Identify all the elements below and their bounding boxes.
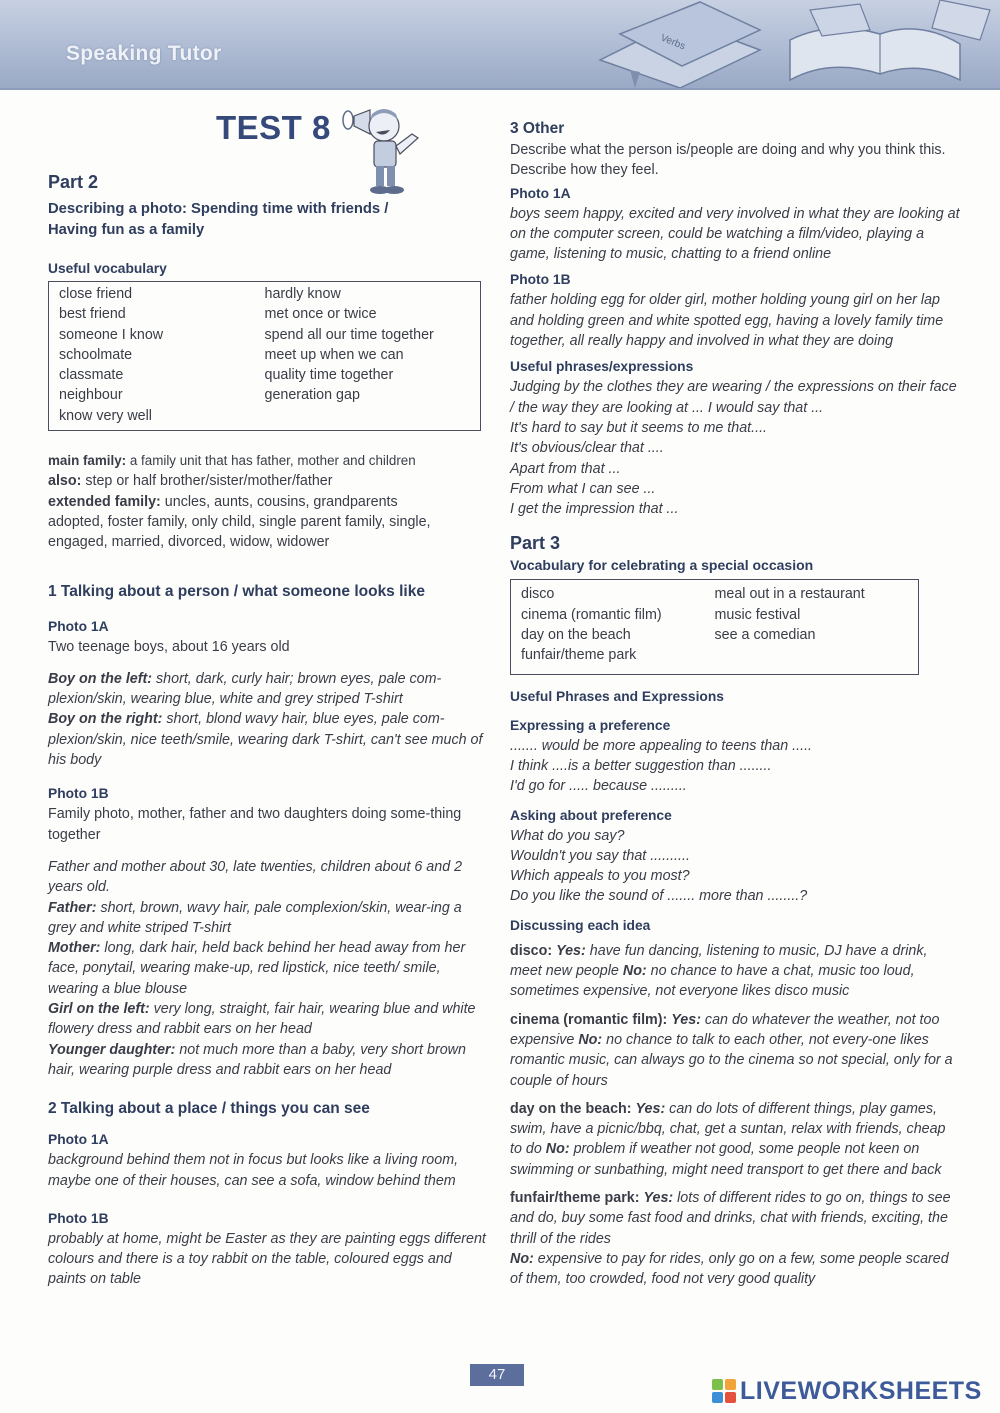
banner-divider <box>0 88 1000 90</box>
part3-subtitle: Vocabulary for celebrating a special occasion <box>510 557 814 574</box>
asking-heading: Asking about preference <box>510 807 672 823</box>
family-definition: also: step or half brother/sister/mother/father <box>48 473 333 490</box>
younger-daughter-desc: Younger daughter: not much more than a baby, very short brown hair, wearing purple dress and rabbit ears on her head <box>48 1041 466 1078</box>
vocab-column-2 <box>265 284 471 426</box>
vocab-box <box>48 281 481 431</box>
idea-funfair: funfair/theme park: Yes: lots of different rides to go on, things to see and do, buy some fast food and drinks, chat with friends, exciting, the thrill of the rides <box>510 1189 951 1247</box>
occasion-column-1 <box>521 584 715 665</box>
phrases-heading: Useful phrases/expressions <box>510 359 694 375</box>
part2-subtitle-line2: Having fun as a family <box>48 222 205 238</box>
discussing-heading: Discussing each idea <box>510 917 651 933</box>
occasion-item: funfair/theme park <box>521 647 637 664</box>
asking-item: Which appeals to you most? <box>510 868 690 885</box>
vocab-item: know very well <box>59 407 152 424</box>
vocab-item: neighbour <box>59 387 123 404</box>
occasion-column-2 <box>715 584 909 665</box>
boy-left-desc: Boy on the left: short, dark, curly hair; brown eyes, pale com-plexion/skin, wearing blue, white and grey striped T-shirt <box>48 670 442 708</box>
idea-cinema: cinema (romantic film): Yes: can do whatever the weather, not too expensive No: no chance to talk to each other, not every-one likes romantic music, can always go to the cinema so not special, only for a couple of hours <box>510 1011 953 1089</box>
section2-title: 2 Talking about a place / things you can see <box>48 1100 370 1118</box>
phrase-item: It's hard to say but it seems to me that.... <box>510 419 768 436</box>
vocab-item: met once or twice <box>264 306 377 323</box>
vocab-item: schoolmate <box>59 346 133 363</box>
watermark-text: LIVEWORKSHEETS <box>740 1376 982 1405</box>
occasion-item: day on the beach <box>521 627 631 644</box>
father-desc: Father: short, brown, wavy hair, pale complexion/skin, wear-ing a grey and white striped T-shirt <box>48 899 462 936</box>
phrase-item: From what I can see ... <box>510 480 656 497</box>
occasion-item: music festival <box>714 606 801 623</box>
phrase-item: It's obvious/clear that .... <box>510 440 664 457</box>
vocab-item: spend all our time together <box>264 326 434 343</box>
book-label: Verbs <box>658 32 687 53</box>
part2-title: Part 2 <box>48 172 99 192</box>
part3-title: Part 3 <box>510 533 561 554</box>
girl-desc: Girl on the left: very long, straight, fair hair, wearing blue and white flowery dress and rabbit ears on her head <box>48 1001 476 1038</box>
phrase-item: Apart from that ... <box>510 460 621 477</box>
vocab-item: someone I know <box>59 326 164 343</box>
expressing-item: I'd go for ..... because ......... <box>510 778 687 795</box>
s1-photo1a-heading: Photo 1A <box>48 618 109 634</box>
vocab-column-1 <box>59 284 265 426</box>
expressing-item: I think ....is a better suggestion than ........ <box>510 757 772 774</box>
family-definition: extended family: uncles, aunts, cousins, grandparents <box>48 493 398 510</box>
s3-photo1a-heading: Photo 1A <box>510 185 571 201</box>
expressing-item: ....... would be more appealing to teens than ..... <box>510 737 813 754</box>
occasion-box <box>510 579 919 674</box>
occasion-item: see a comedian <box>714 627 816 644</box>
boy-right-desc: Boy on the right: short, blond wavy hair, blue eyes, pale com-plexion/skin, nice teeth/smile, wearing dark T-shirt, can't see much of his body <box>48 711 483 769</box>
s2-photo1b-text: probably at home, might be Easter as they are painting eggs different colours and there is a toy rabbit on the table, coloured eggs and paints on table <box>48 1230 486 1288</box>
liveworksheets-logo-icon <box>712 1379 736 1403</box>
useful-pe-heading: Useful Phrases and Expressions <box>510 688 724 704</box>
idea-beach: day on the beach: Yes: can do lots of different things, play games, swim, have a picnic/bbq, chat, get a suntan, relax with friends, cheap to do No: problem if weather not good, some people not keen on swimming or sunbathing, might need transport to get there and back <box>510 1100 946 1178</box>
asking-item: What do you say? <box>510 827 625 844</box>
books-illustration <box>560 0 1000 88</box>
section3-title: 3 Other <box>510 120 565 137</box>
expressing-heading: Expressing a preference <box>510 717 671 733</box>
vocab-item: generation gap <box>264 387 360 404</box>
vocab-item: hardly know <box>264 286 341 302</box>
occasion-item: meal out in a restaurant <box>714 586 865 603</box>
part2-subtitle-line1: Describing a photo: Spending time with friends / <box>48 201 389 217</box>
asking-item: Do you like the sound of ....... more than ........? <box>510 888 808 905</box>
right-column <box>510 118 960 1289</box>
s3-photo1b-text: father holding egg for older girl, mother holding young girl on her lap and holding green and white spotted egg, having a lovely family time together, all really happy and involved in what they are doing <box>510 292 944 350</box>
s1-photo1a-text: Two teenage boys, about 16 years old <box>48 638 290 655</box>
section1-title: 1 Talking about a person / what someone looks like <box>48 582 425 600</box>
header-banner <box>0 0 1000 88</box>
family-extra: engaged, married, divorced, widow, widower <box>48 534 330 551</box>
liveworksheets-watermark <box>712 1376 982 1406</box>
s3-photo1b-heading: Photo 1B <box>510 272 571 288</box>
vocab-item: meet up when we can <box>264 346 404 363</box>
mother-desc: Mother: long, dark hair, held back behind her head away from her face, ponytail, wearing make-up, red lipstick, nice teeth/ smile, wearing a blue blouse <box>48 940 466 997</box>
vocab-item: quality time together <box>264 367 394 384</box>
occasion-item: disco <box>521 586 555 603</box>
family-extra: adopted, foster family, only child, single parent family, single, <box>48 513 431 530</box>
vocab-item: best friend <box>59 306 126 323</box>
asking-item: Wouldn't you say that .......... <box>510 847 690 864</box>
idea-funfair-no: No: expensive to pay for rides, only go on a few, some people scared of them, too crowded, food not very good quality <box>510 1250 949 1288</box>
vocab-item: close friend <box>59 286 133 302</box>
occasion-item: cinema (romantic film) <box>521 606 662 623</box>
phrase-item: I get the impression that ... <box>510 501 679 518</box>
s1-photo1b-text: Family photo, mother, father and two daughters doing some-thing together <box>48 806 462 843</box>
s2-photo1a-heading: Photo 1A <box>48 1132 109 1148</box>
idea-disco: disco: Yes: have fun dancing, listening to music, DJ have a drink, meet new people No: no chance to have a chat, music too loud, sometimes expensive, not everyone likes disco music <box>510 942 928 1000</box>
family-definition: main family: a family unit that has father, mother and children <box>48 453 416 469</box>
banner-title: Speaking Tutor <box>66 42 222 65</box>
vocab-item: classmate <box>59 367 124 384</box>
s1-photo1b-heading: Photo 1B <box>48 786 109 802</box>
s2-photo1a-text: background behind them not in focus but looks like a living room, maybe one of their houses, can see a sofa, window behind them <box>48 1152 459 1189</box>
vocab-heading: Useful vocabulary <box>48 261 167 276</box>
ages-desc: Father and mother about 30, late twenties, children about 6 and 2 years old. <box>48 858 463 896</box>
phrase-item: Judging by the clothes they are wearing / the expressions on their face / the way they are looking at ... I would say that ... <box>510 379 957 416</box>
page-number: 47 <box>470 1364 524 1386</box>
left-column <box>48 106 493 1290</box>
s3-intro: Describe what the person is/people are doing and why you think this. Describe how they feel. <box>510 142 946 179</box>
s3-photo1a-text: boys seem happy, excited and very involved in what they are looking at on the computer screen, could be watching a film/video, playing a game, listening to music, chatting to a friend online <box>510 205 960 263</box>
test-title: TEST 8 <box>216 109 331 146</box>
s2-photo1b-heading: Photo 1B <box>48 1210 109 1226</box>
